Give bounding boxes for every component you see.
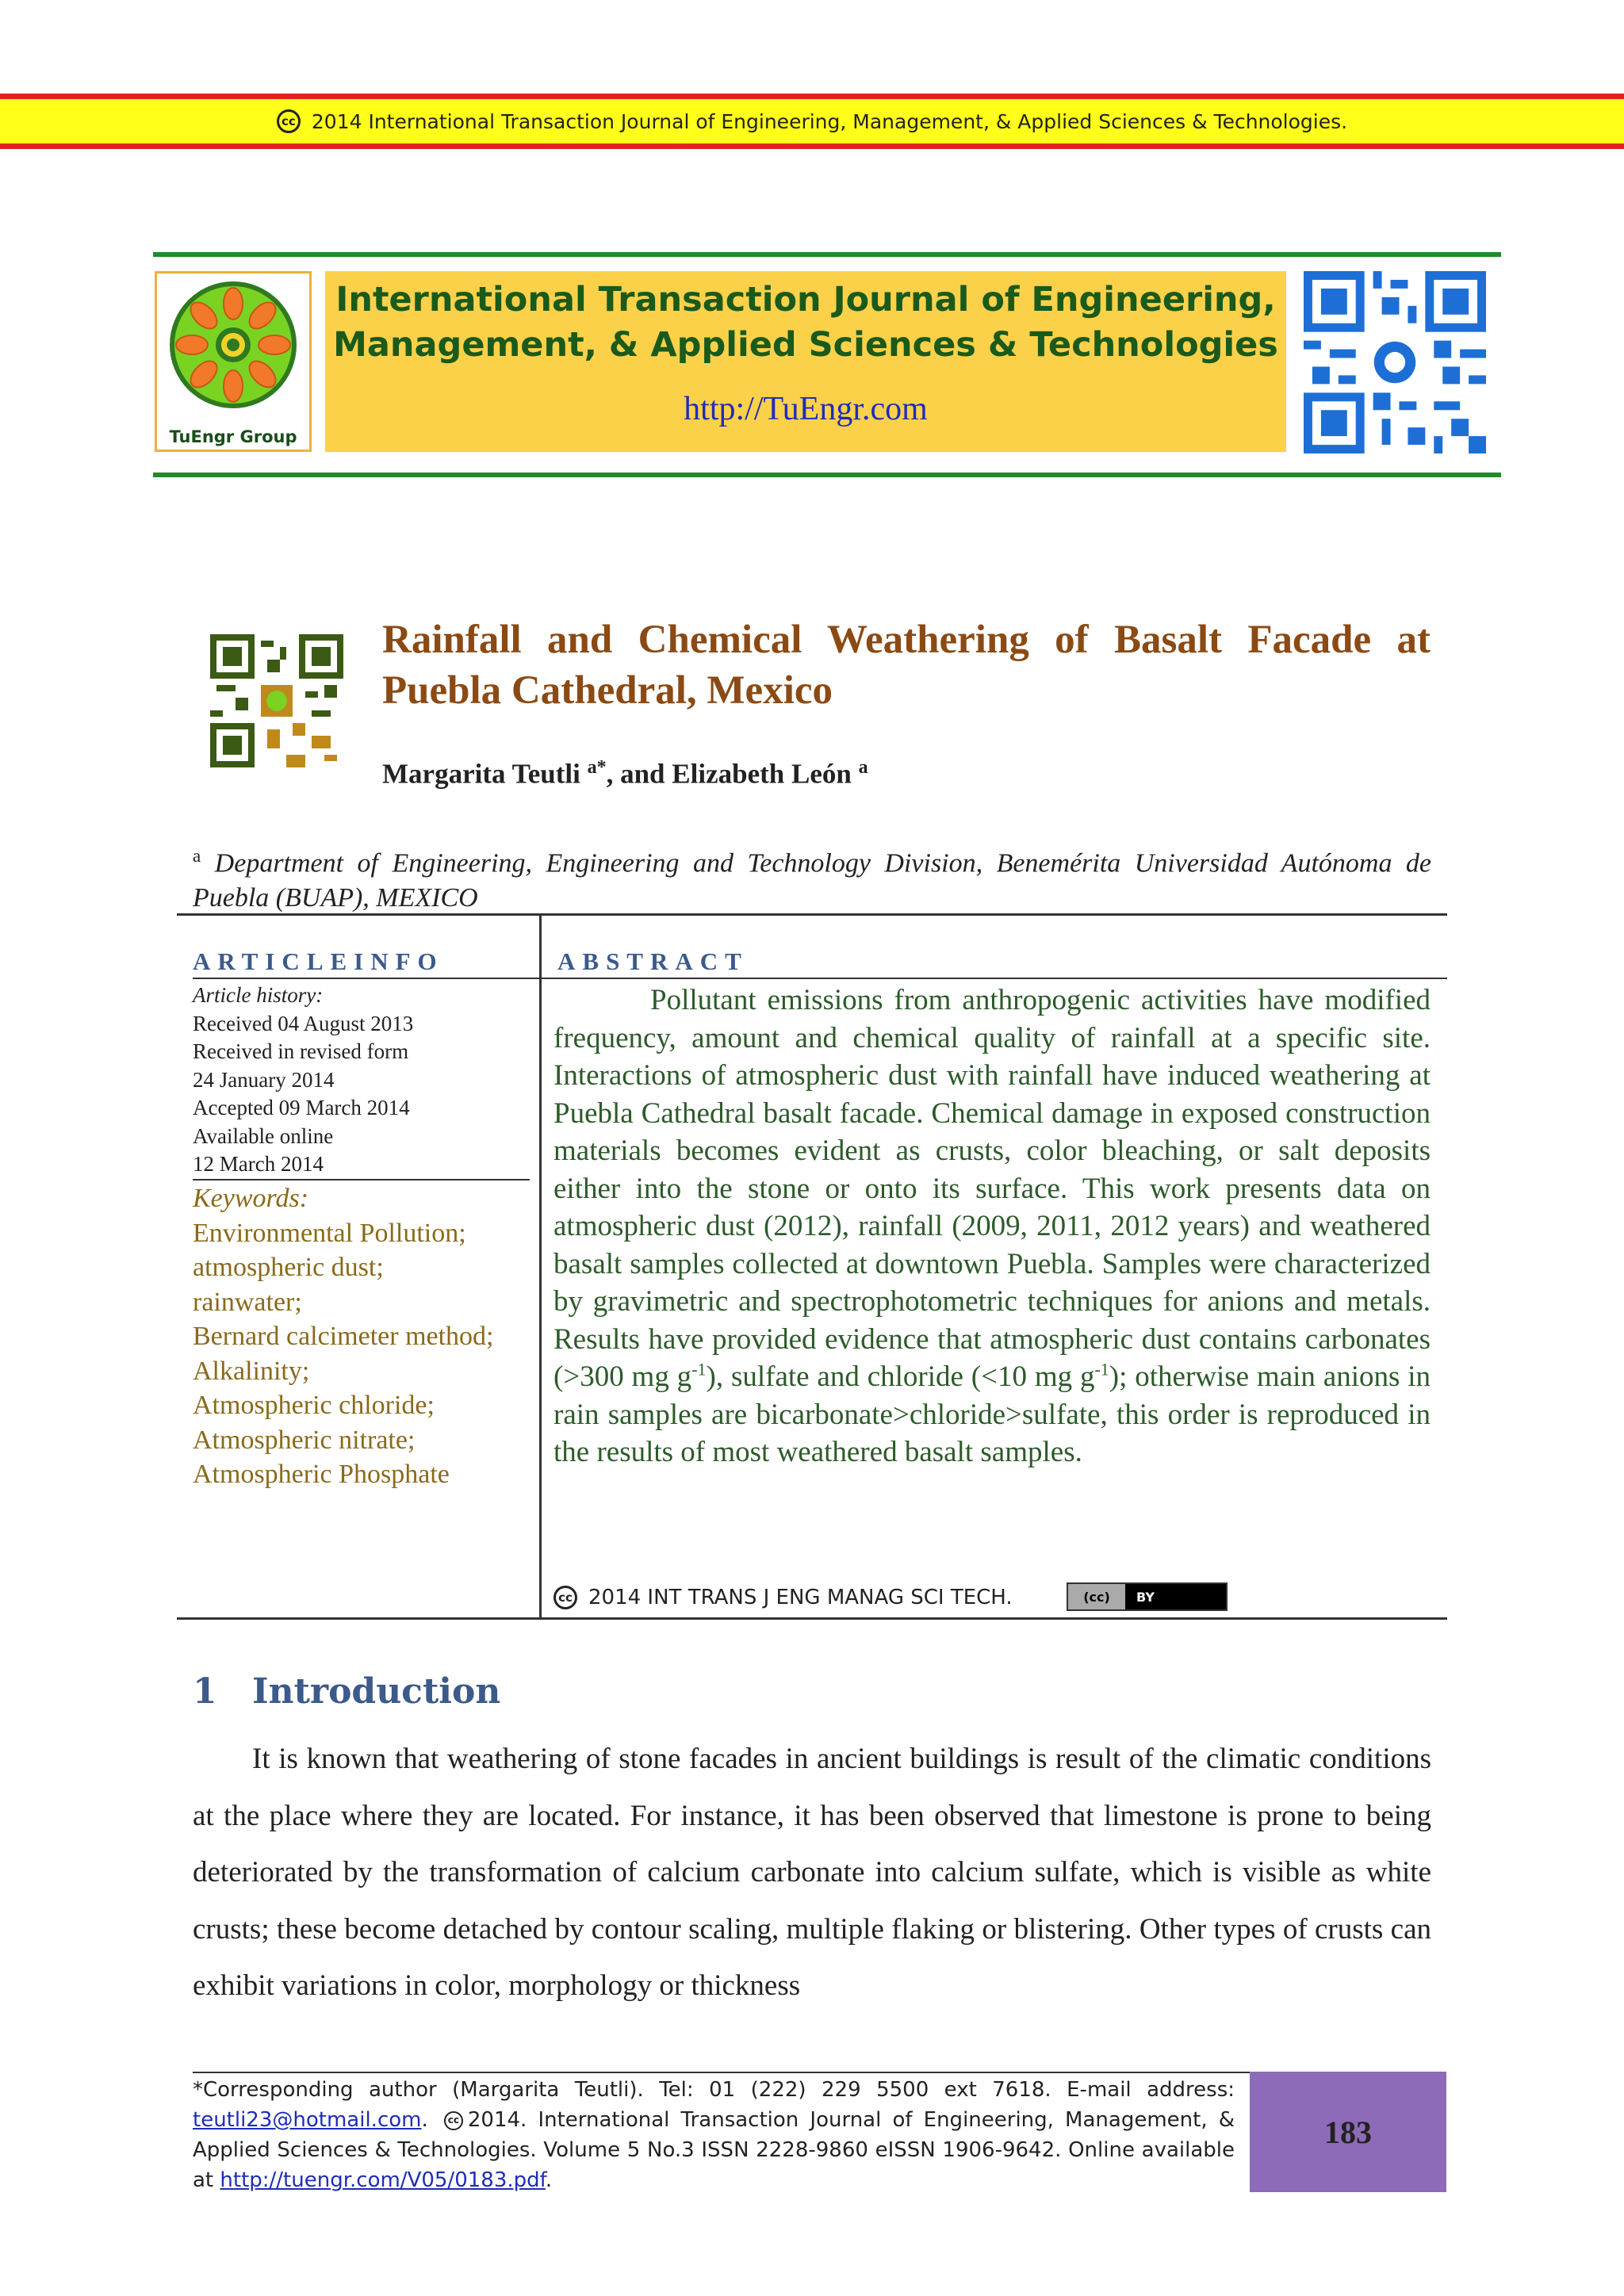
journal-qr-code: [1302, 271, 1488, 453]
keywords-label: Keywords:: [193, 1184, 309, 1213]
journal-title: [325, 277, 1286, 368]
article-pdf-link[interactable]: http://tuengr.com/V05/0183.pdf: [220, 2168, 546, 2192]
abstract-part3: ); otherwise main anions in rain samples are bicarbonate>chloride>sulfate, this order is reproduced in the results of most weathered basalt samples.: [553, 1360, 1431, 1468]
abstract-sup2: -1: [1094, 1359, 1109, 1380]
journal-url[interactable]: http://TuEngr.com: [684, 391, 928, 427]
article-title: Rainfall and Chemical Weathering of Basalt Facade at Puebla Cathedral, Mexico: [382, 618, 1431, 713]
footnote-rule: [193, 2072, 1250, 2073]
rule-under-headings: [193, 978, 1447, 979]
abstract-copyright: [553, 1586, 1013, 1609]
abstract-sup1: -1: [691, 1359, 707, 1380]
header-rule-bottom: [153, 473, 1501, 477]
affiliation-mark: a: [193, 846, 201, 866]
cc-badge-right: BY: [1136, 1589, 1155, 1605]
page-number: 183: [1250, 2072, 1446, 2192]
keyword-item: Environmental Pollution;: [193, 1218, 466, 1248]
affiliation-text: Department of Engineering, Engineering and Technology Division, Benemérita Universidad Autónoma de Puebla (BUAP), MEXICO: [193, 848, 1431, 913]
history-line: 12 March 2014: [193, 1152, 324, 1176]
rule-above-info: [177, 913, 1447, 916]
cc-badge-left: (cc): [1068, 1584, 1125, 1609]
authors: [382, 757, 868, 790]
author-1-mark: a*: [587, 757, 607, 778]
author-separator: ,: [606, 758, 621, 790]
logo-label: TuEngr Group: [169, 427, 297, 446]
article-qr-code: [210, 634, 343, 767]
affiliation: [193, 839, 1431, 916]
journal-title-line2: Management, & Applied Sciences & Technologies: [333, 325, 1278, 365]
abstract-part2: ), sulfate and chloride (<10 mg g: [706, 1360, 1095, 1393]
keyword-item: Atmospheric chloride;: [193, 1391, 435, 1420]
history-line: Received in revised form: [193, 1039, 409, 1063]
email-link[interactable]: teutli23@hotmail.com: [193, 2108, 422, 2132]
column-divider: [539, 913, 542, 1619]
article-info-heading: ARTICLEINFO: [193, 947, 444, 975]
author-2-mark: a: [858, 757, 868, 778]
footnote: *Corresponding author (Margarita Teutli). Tel: 01 (222) 229 5500 ext 7618. E-mail address: teutli23@hotmail.com. cc 2014. International Transaction Journal of Engineering, Management, & Applied Sciences & Technologies. Volume 5 No.3 ISSN 2228-9860 eISSN 1906-9642. Online available at http://tuengr.com/V05/0183.pdf.: [193, 2078, 1235, 2192]
history-line: 24 January 2014: [193, 1067, 335, 1092]
cc-by-badge[interactable]: [1067, 1582, 1228, 1611]
rule-below-info: [177, 1617, 1447, 1620]
abstract-part1: Pollutant emissions from anthropogenic activities have modified frequency, amount and chemical quality of rainfall at a specific site. Interactions of atmospheric dust with rainfall have induced weathering at Puebla Cathedral basalt facade. Chemical damage in exposed construction materials becomes evident as crusts, color bleaching, or salt deposits either into the stone or onto its surface. This work presents data on atmospheric dust (2012), rainfall (2009, 2011, 2012 years) and weathered basalt samples collected at downtown Puebla. Samples were characterized by gravimetric and spectrophotometric techniques for anions and metals. Results have provided evidence that atmospheric dust contains carbonates (>300 mg g: [553, 984, 1431, 1393]
section-number: 1: [193, 1671, 217, 1712]
top-banner-text: 2014 International Transaction Journal of Engineering, Management, & Applied Sciences & Technologies.: [311, 109, 1348, 133]
copyright-text: 2014 INT TRANS J ENG MANAG SCI TECH.: [588, 1586, 1013, 1609]
journal-title-box: [325, 271, 1286, 452]
cc-icon: cc: [444, 2111, 463, 2130]
author-2-name: and Elizabeth León: [620, 758, 852, 790]
keyword-item: atmospheric dust;: [193, 1253, 384, 1282]
introduction-text: It is known that weathering of stone facades in ancient buildings is result of the climatic conditions at the place where they are located. For instance, it has been observed that limestone is prone to being deteriorated by the transformation of calcium carbonate into calcium sulfate, which is visible as white crusts; these become detached by contour scaling, multiple flaking or blistering. Other types of crusts can exhibit variations in color, morphology or thickness: [193, 1743, 1431, 2002]
history-line: Available online: [193, 1123, 334, 1148]
keyword-item: rainwater;: [193, 1287, 302, 1317]
rule-above-keywords: [193, 1179, 530, 1181]
cc-icon: cc: [553, 1586, 577, 1609]
abstract-text: [553, 982, 1431, 1471]
introduction-heading: [193, 1671, 500, 1712]
footnote-line1: *Corresponding author (Margarita Teutli). Tel: 01 (222) 229 5500 ext 7618. E-mail address:: [193, 2078, 1235, 2102]
keyword-item: Bernard calcimeter method;: [193, 1322, 494, 1351]
cc-icon: cc: [277, 109, 301, 133]
footnote-line2: 2014. International Transaction Journal of Engineering, Management, & Applied Sciences & Technologies. Volume 5 No.3 ISSN 2228-9860 eISSN 1906-9642. Online available at: [193, 2108, 1235, 2192]
journal-title-line1: International Transaction Journal of Engineering,: [335, 280, 1276, 320]
keyword-item: Atmospheric Phosphate: [193, 1460, 450, 1489]
history-line: Received 04 August 2013: [193, 1011, 414, 1035]
tuengr-logo: [168, 280, 298, 410]
article-history-label: Article history:: [193, 983, 324, 1007]
article-history: [193, 982, 526, 1179]
journal-logo: [155, 271, 312, 452]
top-banner: [0, 94, 1624, 149]
keywords: [193, 1181, 534, 1492]
author-1-name: Margarita Teutli: [382, 758, 580, 790]
keyword-item: Atmospheric nitrate;: [193, 1425, 416, 1455]
section-title: Introduction: [252, 1671, 501, 1712]
keyword-item: Alkalinity;: [193, 1356, 310, 1386]
header-rule-top: [153, 252, 1501, 257]
abstract-heading: ABSTRACT: [557, 947, 749, 975]
history-line: Accepted 09 March 2014: [193, 1096, 410, 1119]
